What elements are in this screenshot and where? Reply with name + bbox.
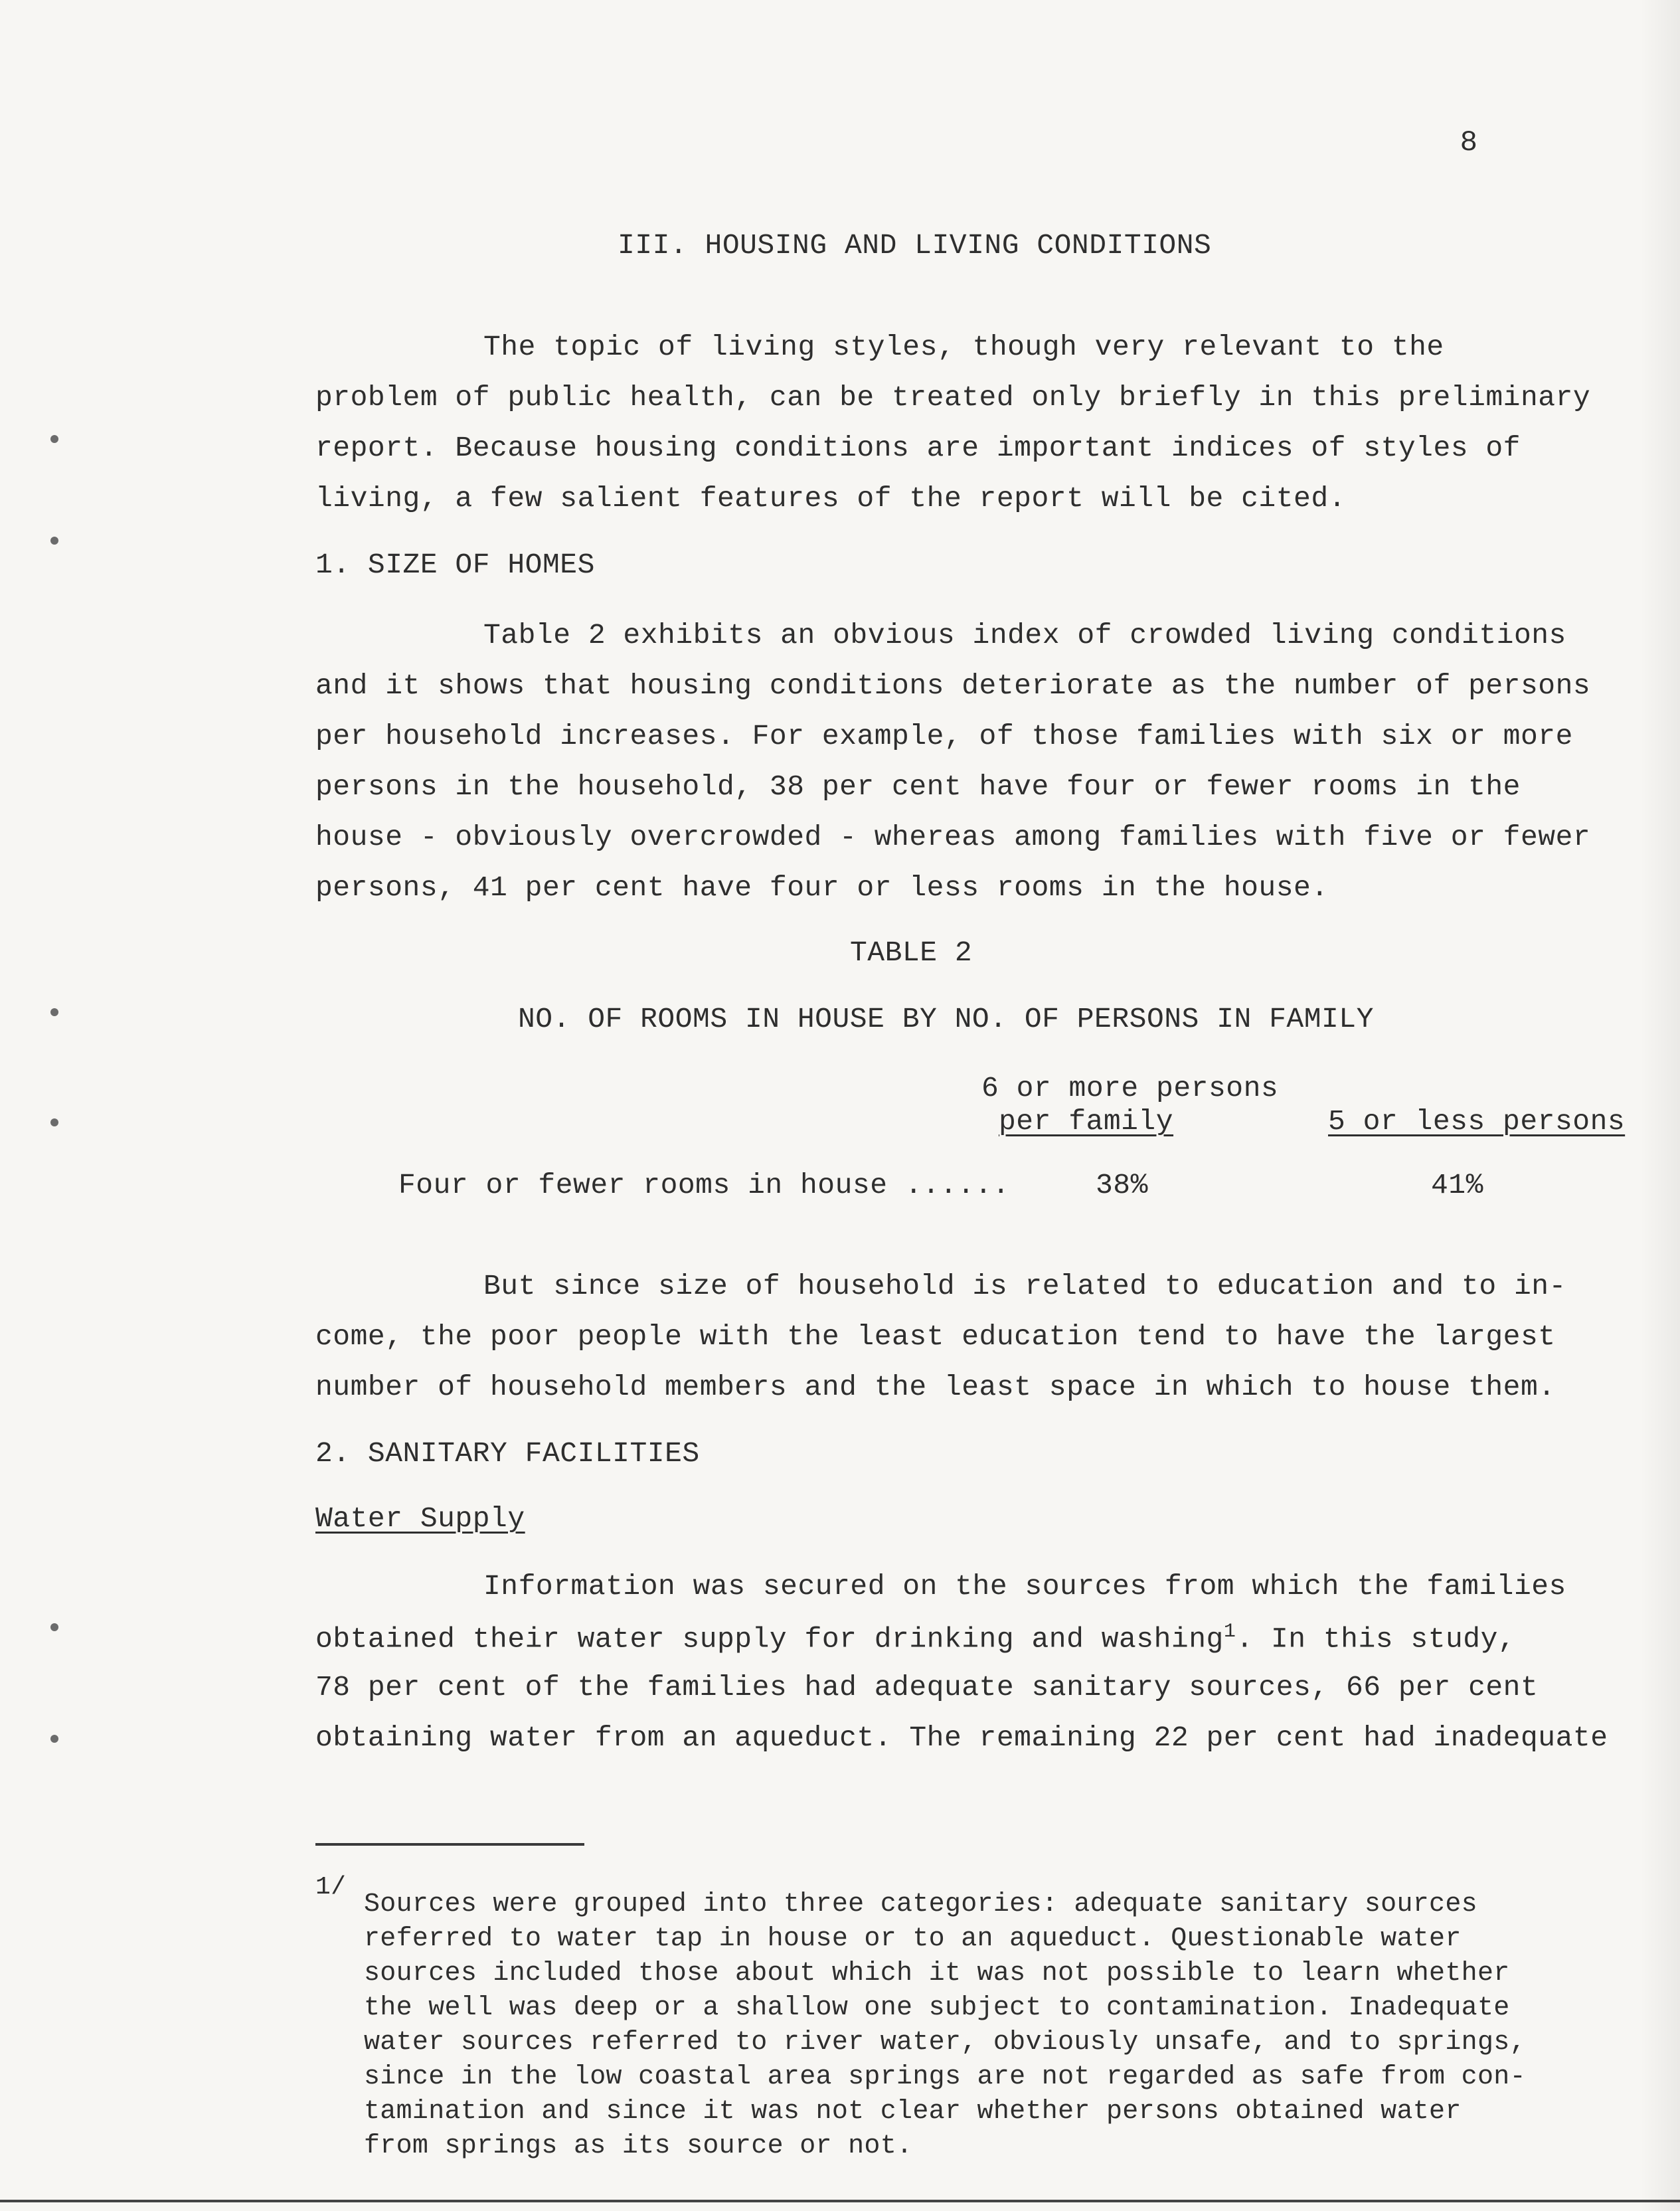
paragraph-line: persons, 41 per cent have four or less rooms in the house. xyxy=(315,871,1329,904)
footnote-line: since in the low coastal area springs are not regarded as safe from con- xyxy=(364,2062,1526,2092)
margin-dot xyxy=(50,435,58,443)
footnote-reference: 1 xyxy=(1223,1621,1236,1643)
footnote-line: water sources referred to river water, obviously unsafe, and to springs, xyxy=(364,2028,1526,2058)
margin-dot xyxy=(50,1008,58,1016)
table-col1-header-line1: 6 or more persons xyxy=(981,1072,1279,1105)
paragraph-line: per household increases. For example, of those families with six or more xyxy=(315,720,1573,752)
table-row-label: Four or fewer rooms in house ...... xyxy=(398,1169,1010,1201)
paragraph-line: and it shows that housing conditions deteriorate as the number of persons xyxy=(315,669,1591,702)
paragraph-line: Table 2 exhibits an obvious index of crowded living conditions xyxy=(483,619,1566,652)
paragraph-line: The topic of living styles, though very relevant to the xyxy=(483,331,1444,363)
footnote-line: from springs as its source or not. xyxy=(364,2131,913,2161)
paragraph-line: persons in the household, 38 per cent have four or fewer rooms in the xyxy=(315,770,1521,803)
table-col2-header: 5 or less persons xyxy=(1328,1105,1626,1138)
footnote-line: sources included those about which it was not possible to learn whether xyxy=(364,1959,1510,1989)
footnote-line: Sources were grouped into three categories: adequate sanitary sources xyxy=(364,1890,1477,1919)
paragraph-line xyxy=(315,1621,1515,1655)
footnote-line: the well was deep or a shallow one subject to contamination. Inadequate xyxy=(364,1993,1510,2023)
paragraph-line: living, a few salient features of the report will be cited. xyxy=(315,482,1346,515)
footnote-line: referred to water tap in house or to an aqueduct. Questionable water xyxy=(364,1924,1462,1954)
table-title: NO. OF ROOMS IN HOUSE BY NO. OF PERSONS IN FAMILY xyxy=(518,1003,1374,1035)
paragraph-line: obtaining water from an aqueduct. The remaining 22 per cent had inadequate xyxy=(315,1722,1608,1754)
section-title: III. HOUSING AND LIVING CONDITIONS xyxy=(618,229,1212,262)
paragraph-text: obtained their water supply for drinking and washing xyxy=(315,1623,1224,1656)
paragraph-line: house - obviously overcrowded - whereas among families with five or fewer xyxy=(315,821,1591,853)
paragraph-line: Information was secured on the sources from which the families xyxy=(483,1570,1566,1603)
paragraph-line: But since size of household is related to education and to in- xyxy=(483,1270,1566,1302)
paragraph-line: come, the poor people with the least education tend to have the largest xyxy=(315,1320,1556,1353)
margin-dot xyxy=(50,1118,58,1126)
margin-dot xyxy=(50,537,58,545)
table-cell: 38% xyxy=(1096,1169,1148,1201)
table-col1-header-line2: per family xyxy=(999,1105,1174,1138)
paragraph-line: number of household members and the least space in which to house them. xyxy=(315,1371,1556,1403)
subsection-heading: 2. SANITARY FACILITIES xyxy=(315,1437,700,1470)
footnote-line: tamination and since it was not clear whether persons obtained water xyxy=(364,2097,1462,2127)
paragraph-line: report. Because housing conditions are important indices of styles of xyxy=(315,432,1521,464)
page-number: 8 xyxy=(1460,126,1477,159)
paragraph-text: . In this study, xyxy=(1236,1623,1516,1656)
subsection-heading: 1. SIZE OF HOMES xyxy=(315,549,595,581)
footnote-marker: 1/ xyxy=(315,1873,347,1901)
paragraph-line: problem of public health, can be treated only briefly in this preliminary xyxy=(315,381,1591,414)
footnote-rule xyxy=(315,1843,584,1846)
paragraph-line: 78 per cent of the families had adequate sanitary sources, 66 per cent xyxy=(315,1671,1539,1704)
table-label: TABLE 2 xyxy=(850,936,973,969)
page-bottom-edge xyxy=(0,2200,1680,2202)
table-cell: 41% xyxy=(1431,1169,1483,1201)
margin-dot xyxy=(50,1623,58,1631)
margin-dot xyxy=(50,1735,58,1743)
page-edge-shadow xyxy=(1640,0,1680,2211)
water-supply-heading: Water Supply xyxy=(315,1502,525,1535)
